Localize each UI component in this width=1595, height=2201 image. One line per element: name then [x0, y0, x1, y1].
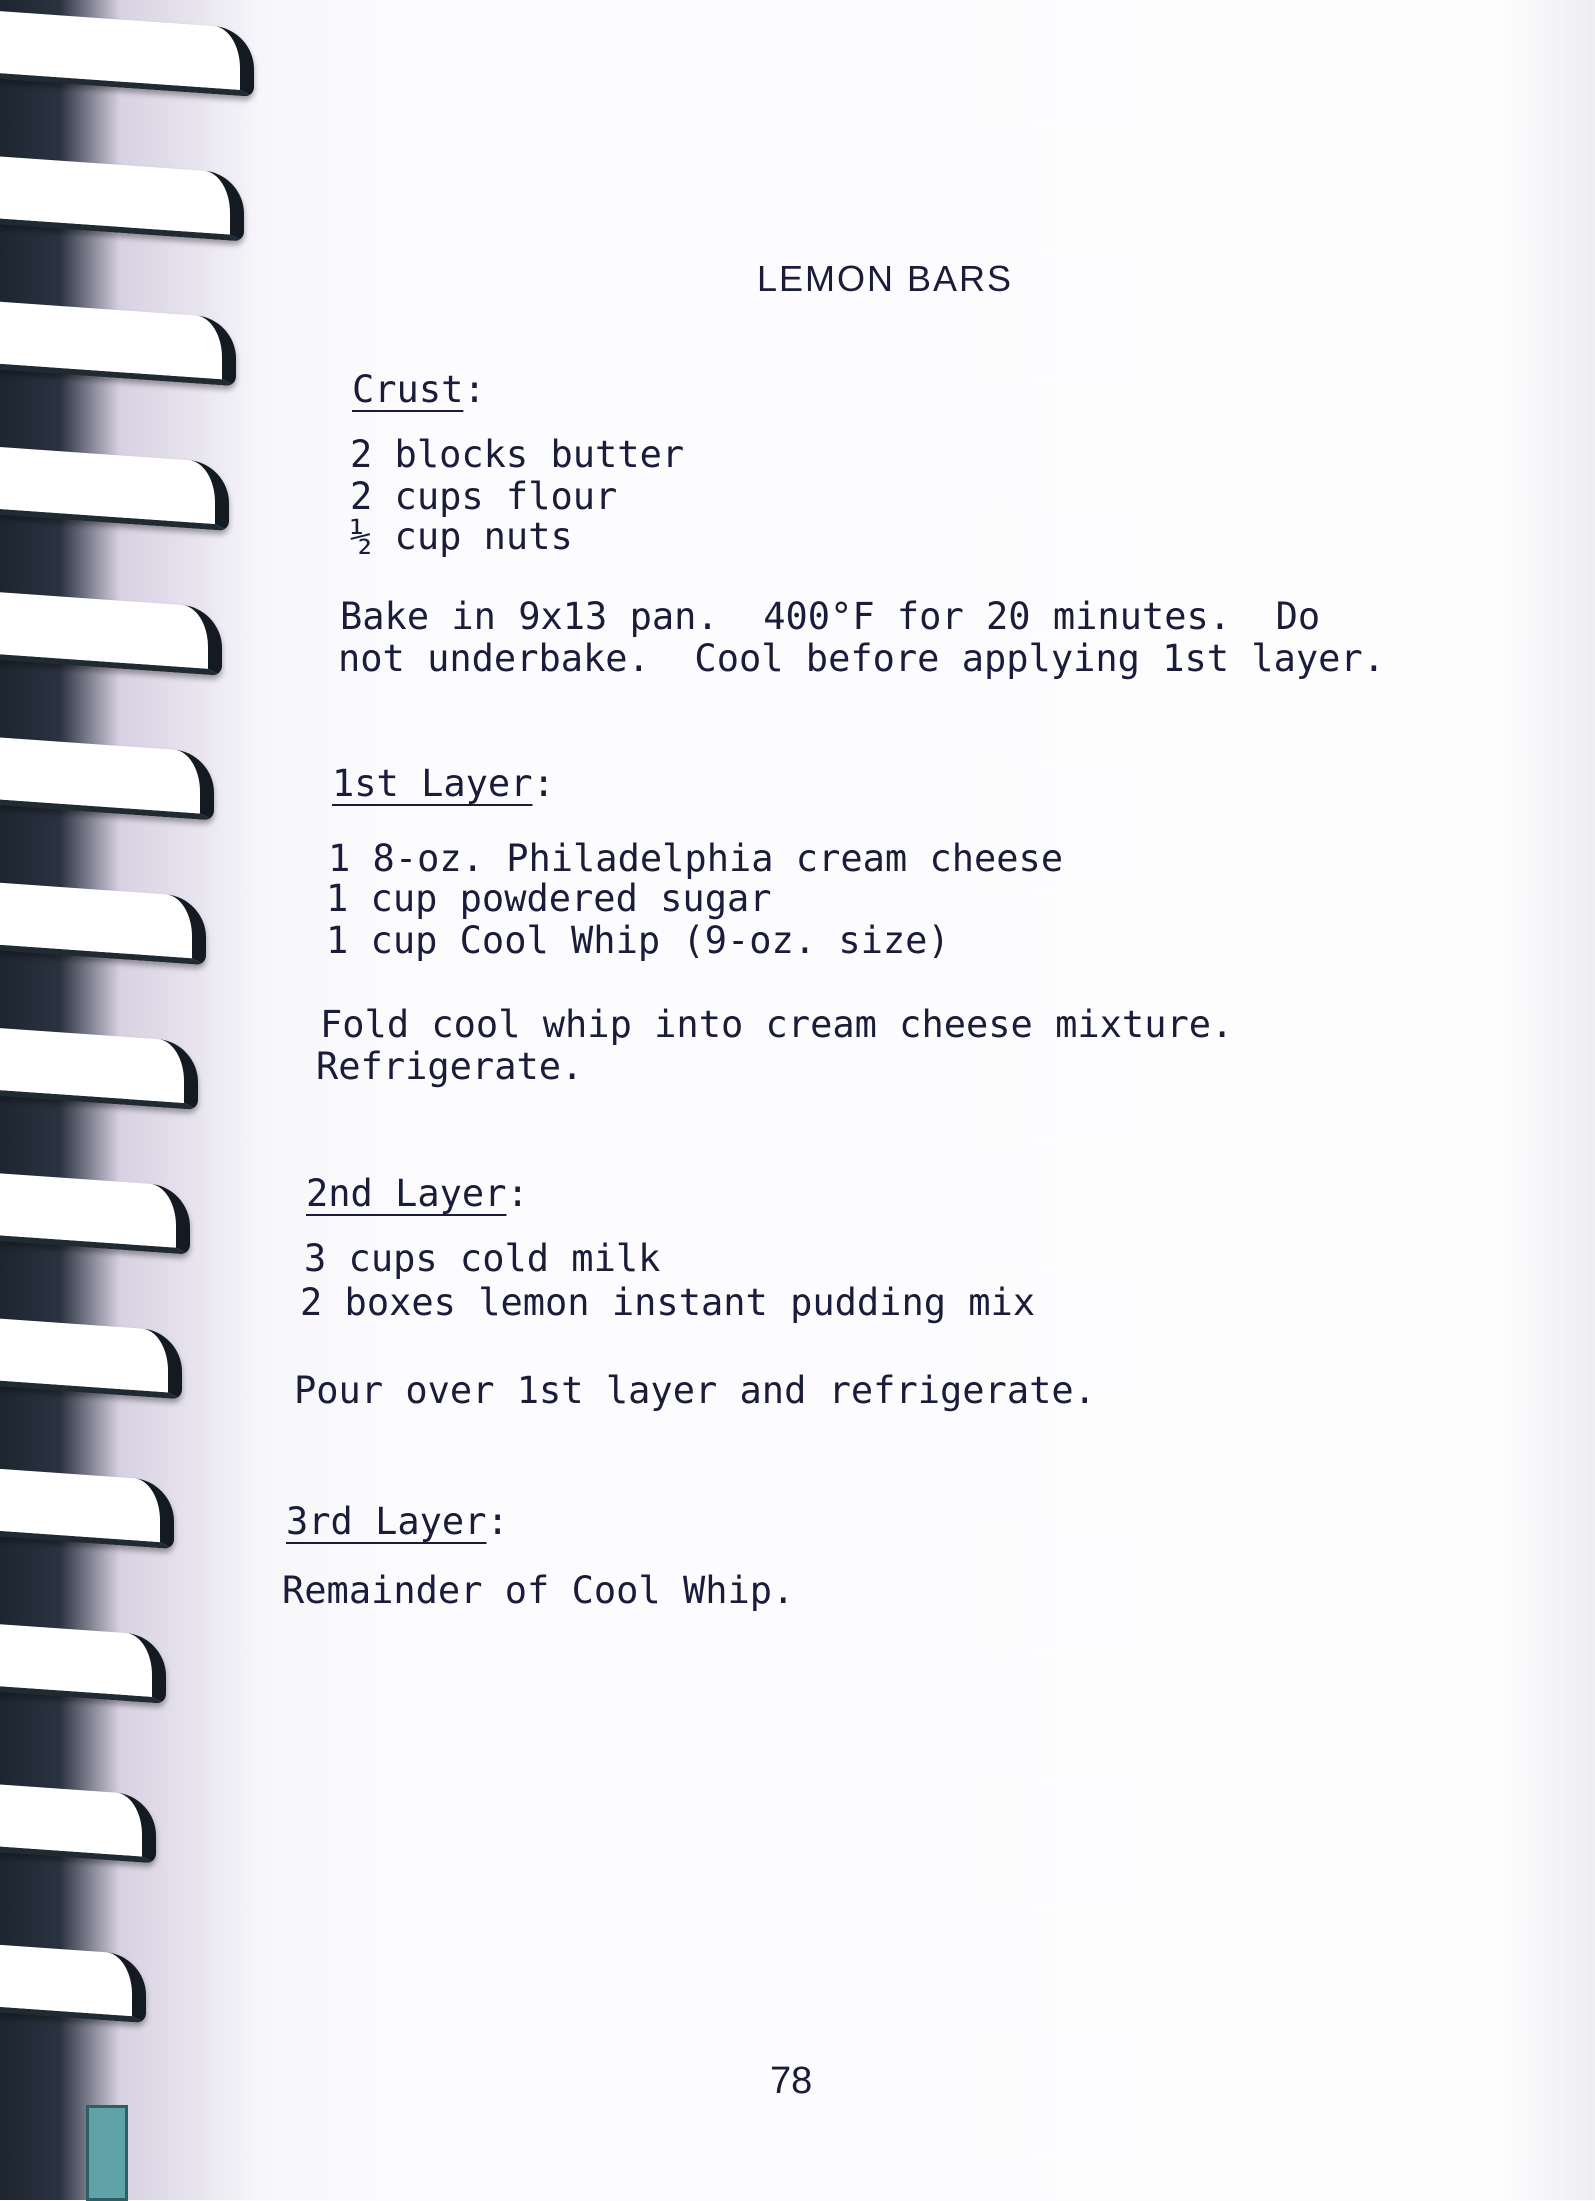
layer2-heading-text: 2nd Layer [306, 1172, 507, 1215]
crust-ingredient: 2 cups flour [350, 475, 618, 518]
crust-heading: Crust: [352, 368, 486, 411]
binding-coil [0, 1469, 174, 1549]
crust-instruction: not underbake. Cool before applying 1st layer. [338, 637, 1385, 680]
layer1-instruction: Refrigerate. [316, 1045, 584, 1088]
crust-ingredient: 2 blocks butter [350, 433, 685, 476]
layer1-ingredient: 1 cup Cool Whip (9-oz. size) [326, 919, 950, 962]
binding-coil [0, 883, 206, 965]
layer1-heading-text: 1st Layer [332, 762, 533, 805]
layer1-instruction: Fold cool whip into cream cheese mixture. [320, 1003, 1234, 1046]
page-number: 78 [770, 2060, 813, 2102]
layer1-ingredient: 1 8-oz. Philadelphia cream cheese [328, 837, 1064, 880]
layer3-instruction: Remainder of Cool Whip. [282, 1569, 795, 1612]
binding-coil [0, 1028, 198, 1110]
recipe-title: LEMON BARS [757, 258, 1014, 299]
layer3-heading-text: 3rd Layer [286, 1500, 487, 1543]
layer1-heading: 1st Layer: [332, 762, 555, 805]
layer2-ingredient: 3 cups cold milk [304, 1237, 661, 1280]
layer1-ingredient: 1 cup powdered sugar [326, 877, 772, 920]
layer3-heading: 3rd Layer: [286, 1500, 509, 1543]
layer2-heading: 2nd Layer: [306, 1172, 529, 1215]
crust-instruction: Bake in 9x13 pan. 400°F for 20 minutes. Do [340, 595, 1321, 638]
binding-tab [86, 2105, 128, 2201]
binding-coil [0, 1624, 166, 1704]
crust-heading-text: Crust [352, 368, 464, 411]
layer2-instruction: Pour over 1st layer and refrigerate. [294, 1369, 1096, 1412]
layer2-ingredient: 2 boxes lemon instant pudding mix [300, 1281, 1036, 1324]
binding-coil [0, 1319, 182, 1400]
binding-coil [0, 1173, 190, 1254]
crust-ingredient: ½ cup nuts [350, 515, 573, 558]
